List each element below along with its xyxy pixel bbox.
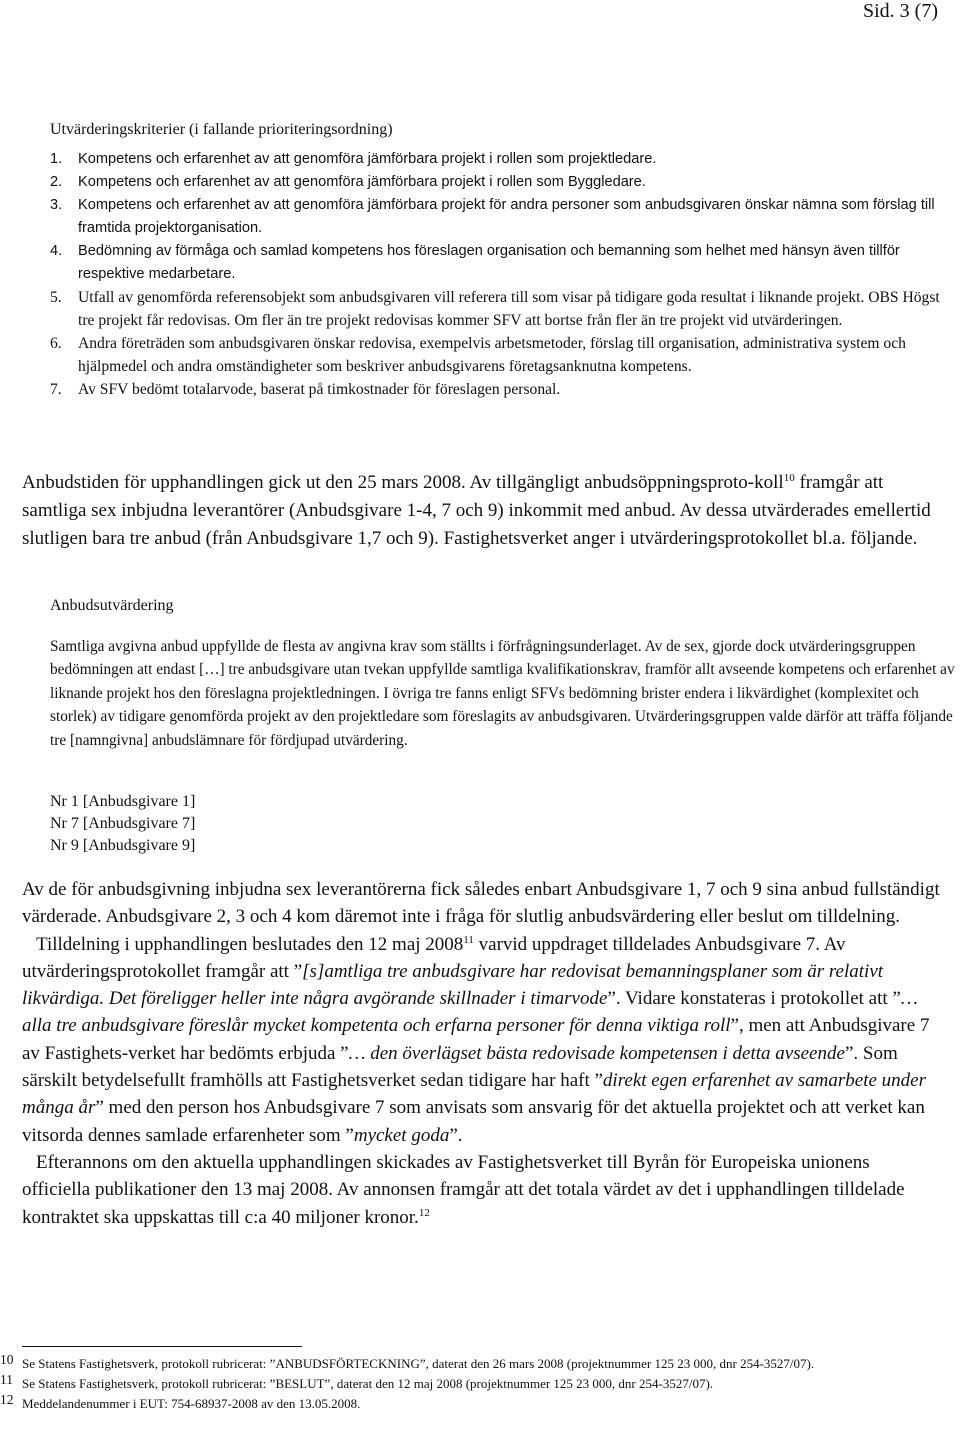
quote: … den överlägset bästa redovisade kompetensen i detta avseende: [348, 1042, 845, 1064]
footnote: [0, 1352, 960, 1372]
item-text: Bedömning av förmåga och samlad kompetens hos föreslagen organisation och bemanning som helhet med hänsyn även tillför respektive medarbetare.: [78, 243, 900, 282]
footnote-number: 12: [0, 1392, 14, 1407]
quote: mycket goda: [353, 1124, 450, 1146]
criteria-list: [50, 148, 960, 401]
evaluation-heading: Anbudsutvärdering: [50, 597, 174, 614]
footnote-number: 11: [0, 1372, 13, 1387]
text-run: Efterannons om den aktuella upphandlingen skickades av Fastighetsverket till Byrån för Europeiska unionens officiella publikationer den 13 maj 2008. Av annonsen framgår att det totala värdet av det i upphandlingen tilldelade kontraktet ska uppskattas till c:a 40 miljoner kronor.: [22, 1151, 905, 1228]
footnote-text: Meddelandenummer i EUT: 754-68937-2008 av den 13.05.2008.: [22, 1396, 361, 1411]
footnote-ref[interactable]: 11: [463, 933, 474, 946]
text-run: ”. Vidare konstateras i protokollet att ”: [607, 988, 901, 1010]
item-text: Kompetens och erfarenhet av att genomföra jämförbara projekt i rollen som Byggledare.: [78, 174, 646, 190]
paragraph: Av de för anbudsgivning inbjudna sex leverantörerna fick således enbart Anbudsgivare 1, 7 och 9 sina anbud fullständigt värderade. Anbudsgivare 2, 3 och 4 kom däremot inte i fråga för slutlig anbudsvärdering eller beslut om tilldelning.: [22, 879, 940, 928]
tender-period-paragraph: [22, 469, 942, 553]
item-number: 1.: [50, 151, 63, 167]
footnote-text: Se Statens Fastighetsverk, protokoll rubricerat: ”ANBUDSFÖRTECKNING”, daterat den 26 mars 2008 (projektnummer 125 23 000, dnr 254-3527/07).: [22, 1356, 815, 1371]
footnote-divider: [22, 1346, 302, 1347]
footnote: [0, 1392, 960, 1412]
item-text-extra: Om fler än tre projekt redovisas kommer SFV att bortse från fler än tre projekt vid utvärderingen.: [234, 312, 843, 329]
text-run: Anbudstiden för upphandlingen gick ut den 25 mars 2008. Av tillgängligt anbudsöppningsproto-koll: [22, 472, 784, 493]
quote: … alla tre anbudsgivare föreslår mycket kompetenta och erfarna personer för denna viktiga roll: [22, 988, 918, 1037]
item-text: Andra företräden som anbudsgivaren önskar redovisa, exempelvis arbetsmetoder, förslag till organisation, administrativa system och hjälpmedel och andra omständigheter som beskriver anbudsgivarens företagsanknutna kompetens.: [78, 335, 906, 375]
item-number: 2.: [50, 174, 63, 190]
footnote-number: 10: [0, 1352, 14, 1367]
text-run: ”. Som särskilt betydelsefullt framhölls att Fastighetsverket sedan tidigare har haft ”: [22, 1042, 898, 1092]
text-run: Tilldelning i upphandlingen beslutades den 12 maj 2008: [36, 933, 464, 955]
text-run: ”, men att Anbudsgivare 7 av Fastighets-verket har bedömts erbjuda ”: [22, 1015, 930, 1064]
item-text-note: OBS Högst tre projekt får redovisas.: [78, 289, 940, 329]
footnote-ref[interactable]: 10: [783, 472, 795, 484]
item-number: 4.: [50, 243, 63, 259]
list-item: Nr 9 [Anbudsgivare 9]: [50, 837, 196, 854]
text-run: ”.: [449, 1124, 463, 1146]
criteria-item: [50, 240, 960, 286]
footnote: [0, 1372, 960, 1392]
paragraph: [22, 931, 942, 1149]
item-text: Kompetens och erfarenhet av att genomföra jämförbara projekt för andra personer som anbudsgivaren önskar nämna som förslag till framtida projektorganisation.: [78, 197, 935, 236]
item-text: Av SFV bedömt totalarvode, baserat på timkostnader för föreslagen personal.: [78, 381, 561, 398]
list-item: Nr 7 [Anbudsgivare 7]: [50, 815, 196, 832]
text-run: framgår att samtliga sex inbjudna leverantörer (Anbudsgivare 1-4, 7 och 9) inkommit med anbud. Av dessa utvärderades emellertid slutligen bara tre anbud (från Anbudsgivare 1,7 och 9). Fastighetsverket anger i utvärderingsprotokollet bl.a. följande.: [22, 472, 931, 549]
footnote-text: Se Statens Fastighetsverk, protokoll rubricerat: ”BESLUT”, daterat den 12 maj 2008 (projektnummer 125 23 000, dnr 254-3527/07).: [22, 1376, 714, 1391]
item-number: 3.: [50, 197, 63, 213]
footnote-ref[interactable]: 12: [418, 1206, 430, 1219]
criteria-item: [50, 286, 960, 332]
list-item: Nr 1 [Anbudsgivare 1]: [50, 793, 196, 810]
bidder-list: [50, 791, 195, 857]
quote: [s]amtliga tre anbudsgivare har redovisat bemanningsplaner som är relativt likvärdiga. Det föreligger heller inte några avgörande skillnader i timarvode: [22, 960, 884, 1010]
page-number: Sid. 3 (7): [863, 0, 938, 22]
footnotes: [0, 1352, 960, 1415]
criteria-heading: Utvärderingskriterier (i fallande prioriteringsordning): [50, 121, 393, 138]
paragraph: [22, 1149, 942, 1231]
item-text: Kompetens och erfarenhet av att genomföra jämförbara projekt i rollen som projektledare.: [78, 151, 657, 167]
criteria-item: [50, 378, 960, 401]
evaluation-text: Samtliga avgivna anbud uppfyllde de flesta av angivna krav som ställts i förfrågningsunderlaget. Av de sex, gjorde dock utvärderingsgruppen bedömningen att endast […] tre anbudsgivare utan tvekan uppfyllde samtliga kvalifikationskrav, framför allt avseende kompetens och erfarenhet av liknande projekt hos den föreslagna projektledningen. I övriga tre fanns enligt SFVs bedömning brister endera i likvärdighet (komplexitet och storlek) av tidigare genomförda projekt av den projektledare som föreslagits av anbudsgivaren. Utvärderingsgruppen valde därför att träffa följande tre [namngivna] anbudslämnare för fördjupad utvärdering.: [50, 638, 955, 749]
criteria-item: [50, 332, 960, 378]
text-run: varvid uppdraget tilldelades Anbudsgivare 7. Av utvärderingsprotokollet framgår att ”: [22, 933, 846, 982]
text-run: ” med den person hos Anbudsgivare 7 som anvisats som ansvarig för det aktuella projektet och att verket kan vitsorda dennes samlade erfarenheter som ”: [22, 1097, 925, 1146]
item-number: 6.: [50, 335, 62, 352]
criteria-item: [50, 148, 960, 171]
quote: direkt egen erfarenhet av samarbete under många år: [22, 1070, 927, 1119]
criteria-item: [50, 194, 960, 240]
item-text: Utfall av genomförda referensobjekt som anbudsgivaren vill referera till som visar på tidigare goda resultat i liknande projekt.: [78, 289, 865, 306]
criteria-item: [50, 171, 960, 194]
item-number: 5.: [50, 289, 62, 306]
body-text: [22, 876, 942, 1231]
item-number: 7.: [50, 381, 62, 398]
